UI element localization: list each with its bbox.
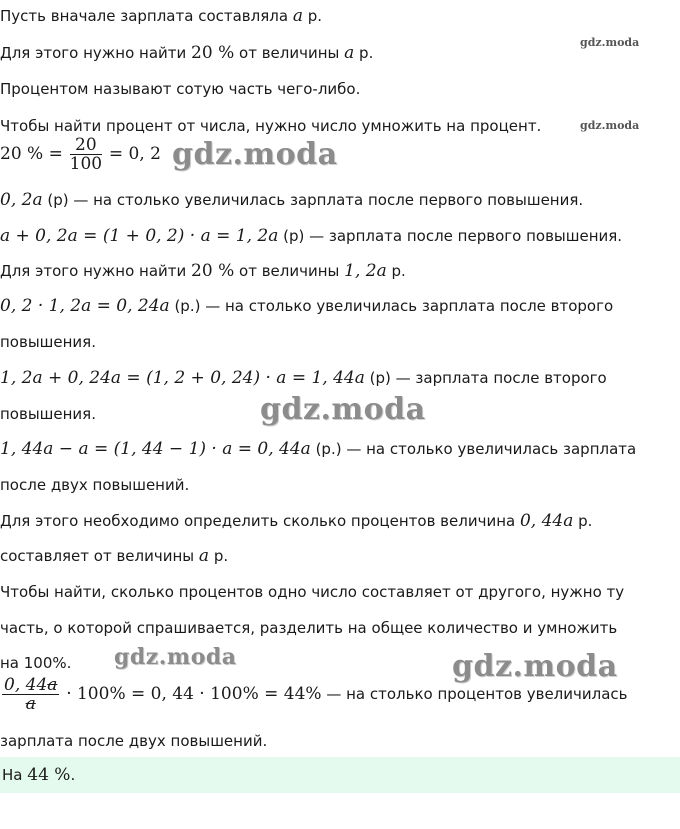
watermark-logo: gdz.moda	[580, 119, 640, 132]
fraction	[70, 136, 102, 173]
text-line: часть, о которой спрашивается, разделить на общее количество и умножить	[0, 619, 618, 637]
fraction-denominator: a	[25, 694, 36, 714]
text-line	[0, 296, 613, 316]
text-line	[0, 6, 322, 26]
answer-value: 44 %	[27, 765, 71, 785]
text: р.	[209, 547, 229, 565]
math-variable: a	[47, 675, 58, 695]
math-expression: 0, 44a	[519, 511, 574, 531]
math-expression: 0, 2a	[0, 190, 43, 210]
text: (р.) — на столько увеличилась зарплата	[310, 440, 637, 458]
watermark-logo: gdz.moda	[114, 644, 237, 670]
math-expression: 20 %	[191, 43, 235, 63]
text-line: повышения.	[0, 405, 96, 423]
text-line	[0, 190, 583, 210]
text-line: после двух повышений.	[0, 476, 190, 494]
answer-tail: .	[70, 766, 76, 784]
text: р.	[573, 512, 593, 530]
text: Чтобы найти процент от числа, нужно число умножить на процент.	[0, 117, 542, 135]
text: Для этого нужно найти	[0, 44, 187, 62]
text: Для этого нужно найти	[0, 262, 187, 280]
text-line: зарплата после двух повышений.	[0, 732, 268, 750]
text-line	[0, 511, 592, 531]
text-line	[0, 117, 541, 135]
text: (р) — на столько увеличилась зарплата после первого повышения.	[42, 191, 584, 209]
text-line: Чтобы найти, сколько процентов одно число составляет от другого, нужно ту	[0, 583, 625, 601]
text: от величины	[234, 262, 345, 280]
answer-box	[0, 757, 680, 793]
text: Пусть вначале зарплата составляла	[0, 7, 289, 25]
math-expression: = 0, 2	[108, 144, 161, 164]
text-line	[0, 43, 373, 63]
watermark-logo: gdz.moda	[452, 649, 618, 684]
math-expression: 1, 2a + 0, 24a = (1, 2 + 0, 24) · a = 1, 44a	[0, 368, 365, 388]
text-line: на 100%.	[0, 654, 72, 672]
math-expression: 20 %	[191, 261, 235, 281]
text-line	[0, 439, 636, 459]
text: составляет от величины	[0, 547, 195, 565]
text: — на столько процентов увеличилась	[321, 685, 628, 703]
math-expression: 20 % =	[0, 144, 63, 164]
math-expression: 1, 44a − a = (1, 44 − 1) · a = 0, 44a	[0, 439, 311, 459]
text-line	[0, 261, 406, 281]
text: р.	[386, 262, 406, 280]
watermark-logo: gdz.moda	[580, 36, 640, 49]
math-variable: a	[292, 6, 303, 26]
fraction-numerator	[2, 676, 59, 695]
text: (р.) — на столько увеличилась зарплата после второго	[169, 297, 614, 315]
text: р.	[354, 44, 374, 62]
math-variable: a	[198, 546, 210, 566]
text: Для этого необходимо определить сколько процентов величина	[0, 512, 516, 530]
math-line	[0, 676, 628, 713]
watermark-logo: gdz.moda	[260, 392, 426, 427]
math-expression: · 100% = 0, 44 · 100% = 44%	[66, 684, 322, 704]
text-line	[0, 546, 228, 566]
text-line: повышения.	[0, 333, 96, 351]
math-expression: 1, 2a	[344, 261, 387, 281]
math-number: 0, 44	[4, 675, 48, 695]
math-line	[0, 136, 161, 173]
fraction-denominator: 100	[69, 154, 103, 174]
text: (р) — зарплата после первого повышения.	[278, 227, 623, 245]
watermark-logo: gdz.moda	[172, 137, 338, 172]
fraction-numerator: 20	[70, 136, 102, 155]
text: от величины	[234, 44, 345, 62]
text-line	[0, 368, 607, 388]
answer-prefix: На	[2, 766, 23, 784]
text: р.	[302, 7, 323, 25]
answer-text	[2, 765, 75, 785]
text: (р) — зарплата после второго	[364, 369, 607, 387]
math-expression: 0, 2 · 1, 2a = 0, 24a	[0, 296, 170, 316]
fraction	[2, 676, 59, 713]
text-line	[0, 226, 622, 246]
math-expression: a + 0, 2a = (1 + 0, 2) · a = 1, 2a	[0, 226, 279, 246]
text-line: Процентом называют сотую часть чего-либо.	[0, 80, 361, 98]
math-variable: a	[344, 43, 355, 63]
